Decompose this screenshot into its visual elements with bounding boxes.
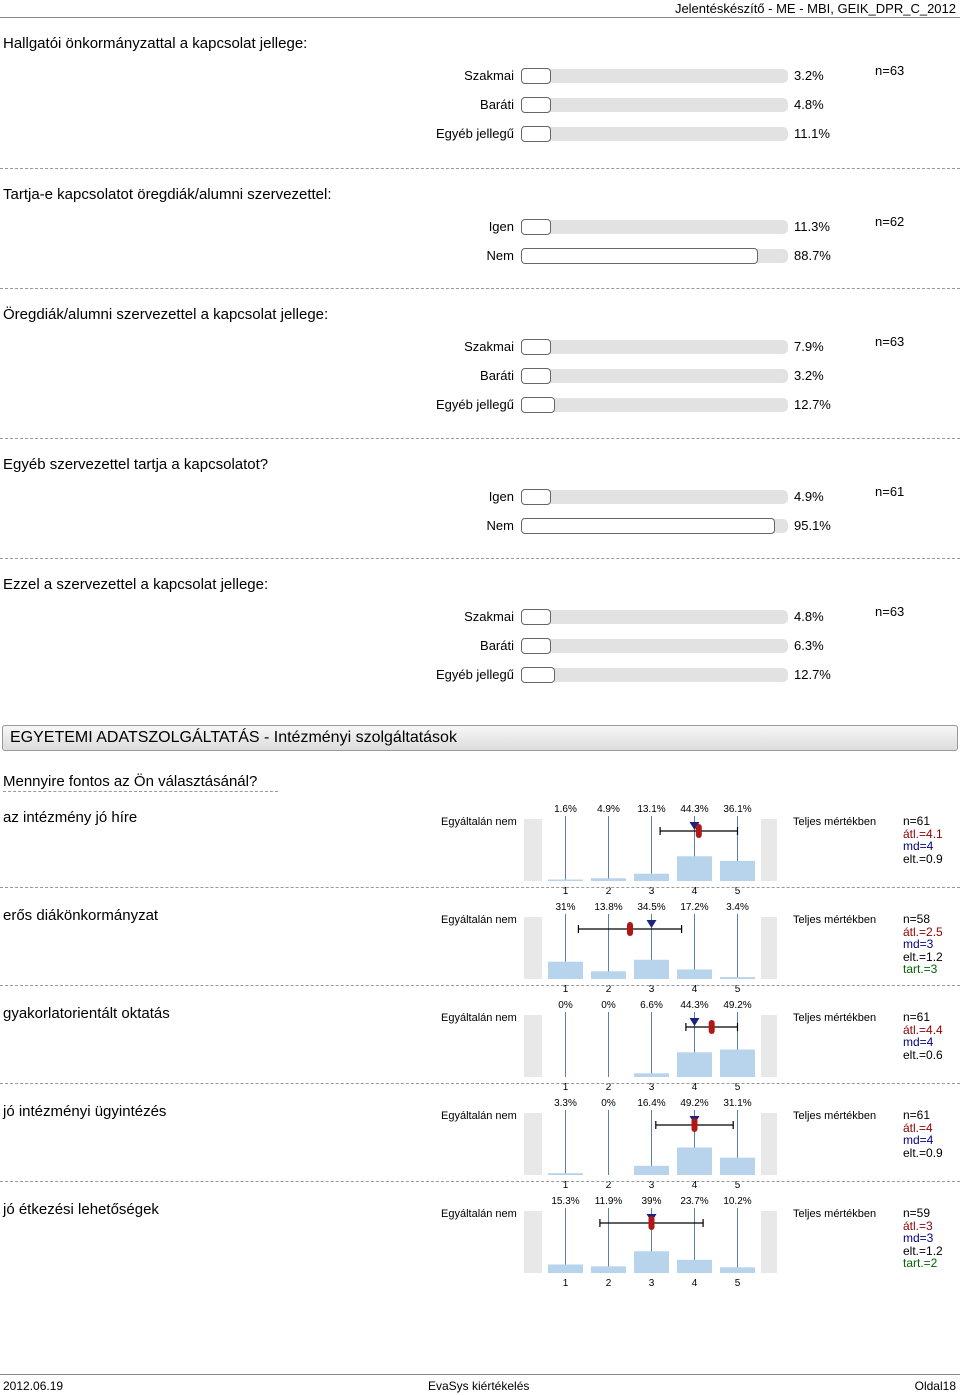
- option-bar-fill: [521, 339, 551, 355]
- percentage-label: 3.3%: [554, 1098, 577, 1109]
- mean-marker: [692, 1118, 698, 1132]
- option-bar-track: [521, 398, 788, 412]
- scale-left-label: Egyáltalán nem: [441, 1012, 517, 1024]
- option-bar-track: [521, 249, 788, 263]
- item-divider: [0, 887, 960, 888]
- histogram-bar: [720, 977, 755, 979]
- percentage-label: 44.3%: [680, 804, 709, 815]
- footer-center: EvaSys kiértékelés: [428, 1379, 530, 1393]
- stat-deviation: elt.=0.6: [903, 1047, 943, 1062]
- option-label: Nem: [486, 248, 514, 263]
- question-title: Egyéb szervezettel tartja a kapcsolatot?: [3, 456, 269, 473]
- histogram-bar: [591, 971, 626, 979]
- option-bar-fill: [521, 68, 551, 84]
- option-label: Szakmai: [464, 339, 514, 354]
- scale-left-label: Egyáltalán nem: [441, 816, 517, 828]
- tick-label: 4: [691, 1180, 698, 1188]
- percentage-label: 6.6%: [640, 1000, 663, 1011]
- percentage-label: 34.5%: [637, 902, 666, 913]
- histogram-bar: [720, 1158, 755, 1175]
- tick-label: 2: [605, 1082, 612, 1090]
- histogram-bar: [720, 1050, 755, 1077]
- stat-n: n=58: [903, 912, 931, 926]
- chart-side-panel-right: [761, 819, 777, 881]
- tick-label: 4: [691, 1082, 698, 1090]
- section-title: EGYETEMI ADATSZOLGÁLTATÁS - Intézményi szolgáltatások: [10, 729, 457, 746]
- option-bar-track: [521, 490, 788, 504]
- footer-page: Oldal18: [914, 1379, 956, 1393]
- mean-marker: [627, 922, 633, 936]
- chart-side-panel-left: [524, 917, 542, 979]
- option-label: Egyéb jellegű: [435, 126, 514, 141]
- tick-label: 4: [691, 984, 698, 992]
- stat-abstain: tart.=3: [903, 962, 938, 976]
- report-header: Jelentéskészítő - ME - MBI, GEIK_DPR_C_2012: [674, 1, 956, 16]
- scale-right-label: Teljes mértékben: [793, 816, 877, 828]
- option-bar-fill: [521, 397, 555, 413]
- percentage-label: 11.9%: [594, 1196, 623, 1207]
- option-bar-fill: [521, 126, 551, 142]
- chart-side-panel-left: [524, 1211, 542, 1273]
- percentage-label: 44.3%: [680, 1000, 709, 1011]
- tick-label: 1: [562, 984, 569, 992]
- scale-left-label: Egyáltalán nem: [441, 1110, 517, 1122]
- option-bar-track: [521, 639, 788, 653]
- item-title: gyakorlatorientált oktatás: [3, 1005, 170, 1022]
- question-divider: [0, 438, 960, 439]
- option-bar-track: [521, 519, 788, 533]
- percentage-label: 23.7%: [680, 1196, 709, 1207]
- option-percentage: 4.8%: [794, 97, 824, 112]
- mean-marker: [649, 1216, 655, 1230]
- histogram-bar: [677, 969, 712, 979]
- tick-label: 5: [734, 984, 741, 992]
- scale-right-label: Teljes mértékben: [793, 914, 877, 926]
- tick-label: 5: [734, 886, 741, 894]
- histogram-bar: [677, 1052, 712, 1077]
- median-marker: [647, 920, 657, 928]
- histogram-bar: [677, 1148, 712, 1175]
- tick-label: 3: [648, 1278, 655, 1286]
- scale-right-label: Teljes mértékben: [793, 1012, 877, 1024]
- response-count: n=62: [875, 214, 905, 229]
- tick-label: 5: [734, 1180, 741, 1188]
- option-bar-fill: [521, 97, 551, 113]
- option-label: Baráti: [480, 97, 514, 112]
- percentage-label: 31.1%: [723, 1098, 752, 1109]
- histogram-chart: [524, 1093, 784, 1188]
- stat-mean: átl.=4.4: [903, 1022, 943, 1037]
- stat-median: md=3: [903, 937, 934, 951]
- percentage-label: 49.2%: [680, 1098, 709, 1109]
- option-percentage: 4.8%: [794, 609, 824, 624]
- histogram-bar: [548, 962, 583, 979]
- mean-marker: [709, 1020, 715, 1034]
- percentage-label: 17.2%: [680, 902, 709, 913]
- response-count: n=61: [875, 484, 905, 499]
- option-percentage: 7.9%: [794, 339, 824, 354]
- response-count: n=63: [875, 334, 905, 349]
- chart-side-panel-right: [761, 1015, 777, 1077]
- option-label: Szakmai: [464, 609, 514, 624]
- option-percentage: 88.7%: [794, 248, 831, 263]
- histogram-bar: [548, 1173, 583, 1175]
- histogram-bar: [591, 1266, 626, 1273]
- response-count: n=63: [875, 63, 905, 78]
- option-bar-track: [521, 98, 788, 112]
- stat-n: n=61: [903, 1010, 931, 1024]
- option-label: Baráti: [480, 638, 514, 653]
- item-title: jó étkezési lehetőségek: [3, 1201, 159, 1218]
- option-bar-track: [521, 220, 788, 234]
- percentage-label: 39%: [641, 1196, 662, 1207]
- histogram-bar: [720, 861, 755, 881]
- chart-side-panel-left: [524, 1015, 542, 1077]
- response-count: n=63: [875, 604, 905, 619]
- scale-left-label: Egyáltalán nem: [441, 914, 517, 926]
- tick-label: 3: [648, 984, 655, 992]
- option-bar-fill: [521, 667, 555, 683]
- option-bar-fill: [521, 638, 551, 654]
- percentage-label: 31%: [555, 902, 576, 913]
- histogram-bar: [548, 880, 583, 882]
- option-bar-track: [521, 610, 788, 624]
- chart-side-panel-right: [761, 917, 777, 979]
- option-bar-track: [521, 340, 788, 354]
- stat-deviation: elt.=0.9: [903, 851, 943, 866]
- chart-side-panel-right: [761, 1211, 777, 1273]
- stat-mean: átl.=4.1: [903, 826, 943, 841]
- stat-mean: átl.=2.5: [903, 924, 943, 939]
- chart-side-panel-right: [761, 1113, 777, 1175]
- option-bar-track: [521, 668, 788, 682]
- percentage-label: 0%: [601, 1098, 616, 1109]
- stat-median: md=3: [903, 1231, 934, 1245]
- option-bar-track: [521, 127, 788, 141]
- stat-n: n=61: [903, 814, 931, 828]
- item-title: jó intézményi ügyintézés: [3, 1103, 167, 1120]
- chart-side-panel-left: [524, 819, 542, 881]
- question-title: Hallgatói önkormányzattal a kapcsolat jellege:: [3, 35, 308, 52]
- option-percentage: 4.9%: [794, 489, 824, 504]
- question-title: Tartja-e kapcsolatot öregdiák/alumni szervezettel:: [3, 186, 332, 203]
- percentage-label: 10.2%: [723, 1196, 752, 1207]
- option-bar-fill: [521, 489, 551, 505]
- histogram-bar: [720, 1267, 755, 1273]
- subquestion-title: Mennyire fontos az Ön választásánál?: [3, 773, 258, 790]
- histogram-bar: [634, 874, 669, 881]
- option-percentage: 11.1%: [794, 126, 830, 141]
- tick-label: 2: [605, 984, 612, 992]
- option-label: Nem: [486, 518, 514, 533]
- question-divider: [0, 558, 960, 559]
- option-label: Egyéb jellegű: [435, 397, 514, 412]
- option-label: Szakmai: [464, 68, 514, 83]
- histogram-bar: [634, 1166, 669, 1175]
- median-marker: [690, 1018, 700, 1026]
- percentage-label: 0%: [601, 1000, 616, 1011]
- stat-deviation: elt.=1.2: [903, 1243, 943, 1258]
- question-divider: [0, 288, 960, 289]
- tick-label: 1: [562, 1082, 569, 1090]
- stat-deviation: elt.=0.9: [903, 1145, 943, 1160]
- histogram-bar: [677, 1260, 712, 1273]
- histogram-chart: [524, 1191, 784, 1286]
- tick-label: 4: [691, 886, 698, 894]
- option-bar-fill: [521, 368, 551, 384]
- question-divider: [0, 168, 960, 169]
- option-label: Igen: [488, 219, 514, 234]
- stat-n: n=59: [903, 1206, 931, 1220]
- histogram-chart: [524, 995, 784, 1090]
- tick-label: 2: [605, 886, 612, 894]
- footer-divider: [0, 1374, 960, 1375]
- tick-label: 3: [648, 886, 655, 894]
- stat-deviation: elt.=1.2: [903, 949, 943, 964]
- stat-abstain: tart.=2: [903, 1256, 938, 1270]
- stat-median: md=4: [903, 1133, 934, 1147]
- tick-label: 1: [562, 1180, 569, 1188]
- tick-label: 5: [734, 1278, 741, 1286]
- tick-label: 4: [691, 1278, 698, 1286]
- option-percentage: 11.3%: [794, 219, 830, 234]
- mean-marker: [696, 824, 702, 838]
- histogram-bar: [634, 1073, 669, 1077]
- option-percentage: 12.7%: [794, 667, 831, 682]
- scale-right-label: Teljes mértékben: [793, 1208, 877, 1220]
- histogram-bar: [634, 1251, 669, 1273]
- item-divider: [0, 1083, 960, 1084]
- option-bar-fill: [521, 248, 758, 264]
- percentage-label: 3.4%: [726, 902, 749, 913]
- question-title: Ezzel a szervezettel a kapcsolat jellege:: [3, 576, 269, 593]
- scale-right-label: Teljes mértékben: [793, 1110, 877, 1122]
- percentage-label: 36.1%: [723, 804, 752, 815]
- chart-side-panel-left: [524, 1113, 542, 1175]
- option-bar-track: [521, 369, 788, 383]
- stat-median: md=4: [903, 839, 934, 853]
- tick-label: 5: [734, 1082, 741, 1090]
- option-label: Igen: [488, 489, 514, 504]
- tick-label: 3: [648, 1180, 655, 1188]
- histogram-bar: [591, 878, 626, 881]
- option-percentage: 3.2%: [794, 368, 824, 383]
- option-bar-fill: [521, 518, 775, 534]
- percentage-label: 1.6%: [554, 804, 577, 815]
- item-title: erős diákönkormányzat: [3, 907, 159, 924]
- option-percentage: 95.1%: [794, 518, 831, 533]
- option-percentage: 12.7%: [794, 397, 831, 412]
- section-header: [2, 725, 958, 751]
- percentage-label: 0%: [558, 1000, 573, 1011]
- histogram-bar: [634, 960, 669, 979]
- histogram-bar: [677, 856, 712, 881]
- option-label: Baráti: [480, 368, 514, 383]
- question-title: Öregdiák/alumni szervezettel a kapcsolat jellege:: [3, 306, 329, 323]
- item-title: az intézmény jó híre: [3, 809, 138, 826]
- stat-mean: átl.=4: [903, 1120, 933, 1135]
- stat-n: n=61: [903, 1108, 931, 1122]
- percentage-label: 49.2%: [723, 1000, 752, 1011]
- percentage-label: 13.1%: [637, 804, 666, 815]
- option-percentage: 3.2%: [794, 68, 824, 83]
- tick-label: 1: [562, 886, 569, 894]
- stat-mean: átl.=3: [903, 1218, 933, 1233]
- tick-label: 2: [605, 1180, 612, 1188]
- histogram-chart: [524, 799, 784, 894]
- scale-left-label: Egyáltalán nem: [441, 1208, 517, 1220]
- tick-label: 3: [648, 1082, 655, 1090]
- option-bar-fill: [521, 609, 551, 625]
- stat-median: md=4: [903, 1035, 934, 1049]
- subquestion-underline: [3, 791, 278, 792]
- tick-label: 2: [605, 1278, 612, 1286]
- percentage-label: 13.8%: [594, 902, 623, 913]
- histogram-bar: [548, 1264, 583, 1273]
- percentage-label: 15.3%: [551, 1196, 580, 1207]
- option-percentage: 6.3%: [794, 638, 824, 653]
- footer-date: 2012.06.19: [3, 1379, 64, 1393]
- item-divider: [0, 985, 960, 986]
- option-bar-fill: [521, 219, 551, 235]
- item-divider: [0, 1181, 960, 1182]
- header-divider: [0, 17, 960, 18]
- histogram-chart: [524, 897, 784, 992]
- percentage-label: 16.4%: [637, 1098, 666, 1109]
- option-label: Egyéb jellegű: [435, 667, 514, 682]
- tick-label: 1: [562, 1278, 569, 1286]
- option-bar-track: [521, 69, 788, 83]
- percentage-label: 4.9%: [597, 804, 620, 815]
